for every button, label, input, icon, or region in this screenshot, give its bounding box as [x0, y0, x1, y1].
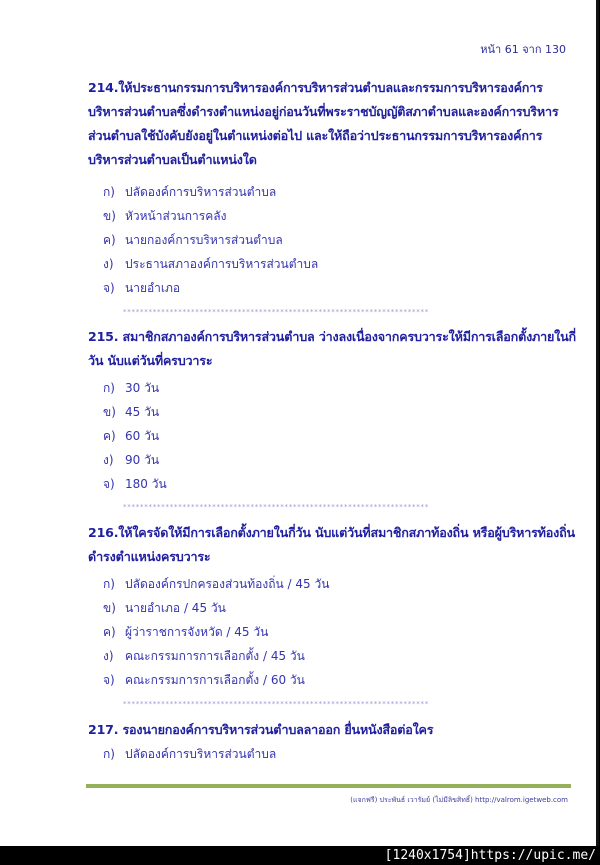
- option-letter: ง): [103, 649, 114, 663]
- option-text: ประธานสภาองค์การบริหารส่วนตำบล: [125, 257, 319, 271]
- question-216-option-d: [103, 648, 305, 664]
- option-letter: ง): [103, 453, 114, 467]
- option-letter: จ): [103, 477, 115, 491]
- option-text: 45 วัน: [125, 405, 160, 419]
- separator-line: ************************************************************************: [123, 308, 429, 316]
- option-letter: จ): [103, 673, 115, 687]
- option-text: นายอำเภอ / 45 วัน: [125, 601, 226, 615]
- option-text: นายกองค์การบริหารส่วนตำบล: [125, 233, 283, 247]
- option-letter: ค): [103, 233, 116, 247]
- option-letter: ข): [103, 601, 116, 615]
- option-text: ปลัดองค์การบริหารส่วนตำบล: [125, 185, 277, 199]
- option-letter: ง): [103, 257, 114, 271]
- separator-line: ************************************************************************: [123, 700, 429, 708]
- option-text: ปลัดองค์การบริหารส่วนตำบล: [125, 747, 277, 761]
- question-214-option-a: [103, 184, 276, 200]
- separator-line: ************************************************************************: [123, 503, 429, 511]
- option-letter: ก): [103, 381, 115, 395]
- image-host-watermark: [1240x1754]https://upic.me/: [384, 848, 596, 863]
- option-letter: ข): [103, 209, 116, 223]
- question-216-title: 216.ให้ใครจัดให้มีการเลือกตั้งภายในกี่วัน นับแต่วันที่สมาชิกสภาท้องถิ่น หรือผู้บริหารท้องถิ่นดำรงตำแหน่งครบวาระ: [88, 525, 575, 564]
- option-letter: ข): [103, 405, 116, 419]
- question-215-option-a: [103, 380, 159, 396]
- option-letter: ก): [103, 185, 115, 199]
- footer-credit: (แจกฟรี) ประพันธ์ เวารัมย์ (ไม่มีลิขสิทธิ์) http://valrom.igetweb.com: [350, 796, 568, 804]
- footer-divider: [86, 784, 571, 788]
- option-letter: จ): [103, 281, 115, 295]
- option-text: ผู้ว่าราชการจังหวัด / 45 วัน: [125, 625, 269, 639]
- question-216-option-e: [103, 672, 305, 688]
- question-214-option-d: [103, 256, 318, 272]
- question-215-option-e: [103, 476, 167, 492]
- question-217-title: 217. รองนายกองค์การบริหารส่วนตำบลลาออก ยื่นหนังสือต่อใคร: [88, 722, 434, 737]
- question-214-option-e: [103, 280, 180, 296]
- option-text: 180 วัน: [125, 477, 167, 491]
- question-214-title: 214.ให้ประธานกรรมการบริหารองค์การบริหารส่วนตำบลและกรรมการบริหารองค์การบริหารส่วนตำบลซึ่งดำรงตำแหน่งอยู่ก่อนวันที่พระราชบัญญัติสภาตำบลและองค์การบริหารส่วนตำบลใช้บังคับยังอยู่ในตำแหน่งต่อไป และให้ถือว่าประธานกรรมการบริหารองค์การบริหารส่วนตำบลเป็นตำแหน่งใด: [88, 80, 559, 167]
- option-text: นายอำเภอ: [125, 281, 181, 295]
- question-216-option-c: [103, 624, 268, 640]
- option-letter: ก): [103, 747, 115, 761]
- question-214-option-c: [103, 232, 283, 248]
- option-text: หัวหน้าส่วนการคลัง: [125, 209, 227, 223]
- option-text: 30 วัน: [125, 381, 160, 395]
- option-letter: ค): [103, 429, 116, 443]
- page-number: หน้า 61 จาก 130: [480, 43, 566, 56]
- option-text: 90 วัน: [125, 453, 160, 467]
- question-216-option-b: [103, 600, 226, 616]
- option-letter: ก): [103, 577, 115, 591]
- question-217-option-a: [103, 746, 276, 762]
- option-letter: ค): [103, 625, 116, 639]
- option-text: 60 วัน: [125, 429, 160, 443]
- option-text: คณะกรรมการการเลือกตั้ง / 45 วัน: [125, 649, 305, 663]
- question-215-option-c: [103, 428, 159, 444]
- question-214-option-b: [103, 208, 226, 224]
- option-text: คณะกรรมการการเลือกตั้ง / 60 วัน: [125, 673, 305, 687]
- question-215-option-d: [103, 452, 159, 468]
- question-215-title: 215. สมาชิกสภาองค์การบริหารส่วนตำบล ว่างลงเนื่องจากครบวาระให้มีการเลือกตั้งภายในกี่วัน นับแต่วันที่ครบวาระ: [88, 329, 576, 368]
- question-215-option-b: [103, 404, 159, 420]
- option-text: ปลัดองค์กรปกครองส่วนท้องถิ่น / 45 วัน: [125, 577, 330, 591]
- question-216-option-a: [103, 576, 329, 592]
